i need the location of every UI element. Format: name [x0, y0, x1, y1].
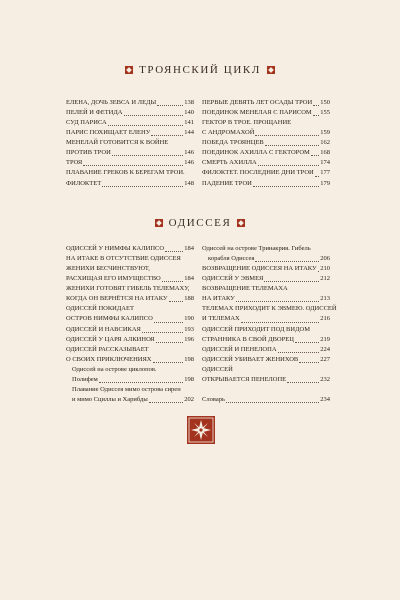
toc-entry [202, 98, 330, 108]
toc-entry-title: Полифем [72, 375, 98, 383]
toc-entry-title: ОДИССЕЙ У ЦАРЯ АЛКИНОЯ [66, 335, 155, 343]
toc-entry [66, 158, 194, 168]
toc-entry-title: ВОЗВРАЩЕНИЕ ТЕЛЕМАХА [202, 285, 288, 293]
toc-entry [66, 254, 194, 264]
toc-entry-title: ЖЕНИХИ БЕСЧИНСТВУЮТ, [66, 265, 150, 273]
toc-entry-title: НА ИТАКУ [202, 295, 235, 303]
toc-entry-page: 150 [320, 99, 330, 106]
toc-leader-dots [295, 342, 319, 343]
toc-entry [202, 108, 330, 118]
toc-entry [66, 304, 194, 314]
toc-entry-title: СМЕРТЬ АХИЛЛА [202, 159, 257, 167]
toc-leader-dots [156, 342, 184, 343]
toc-entry-title: ПОЕДИНОК МЕНЕЛАЯ С ПАРИСОМ [202, 109, 312, 117]
toc-entry-title: Одиссей на острове циклопов. [72, 365, 157, 373]
toc-entry-title: Одиссей на острове Тринакрия. Гибель [202, 245, 311, 252]
toc-entry-page: 146 [184, 159, 194, 167]
toc-entry-title: ГЕКТОР В ТРОЕ. ПРОЩАНИЕ [202, 119, 292, 127]
toc-entry-page: 177 [320, 169, 330, 177]
toc-entry [66, 294, 194, 304]
toc-entry-page: 210 [320, 265, 330, 273]
toc-leader-dots [99, 382, 183, 383]
toc-entry [202, 395, 330, 405]
toc-entry-title: ОДИССЕЙ У ЭВМЕЯ [202, 275, 264, 283]
toc-entry [202, 335, 330, 345]
toc-entry [202, 128, 330, 138]
toc-entry [202, 244, 330, 254]
toc-entry-page: 140 [184, 109, 194, 117]
toc-entry-title: ОДИССЕЙ УБИВАЕТ ЖЕНИХОВ [202, 355, 299, 363]
toc-entry [66, 375, 194, 385]
toc-entry-title: ОДИССЕЙ ПОКИДАЕТ [66, 305, 134, 313]
toc-entry-title: ВОЗВРАЩЕНИЕ ОДИССЕЯ НА ИТАКУ [202, 265, 317, 273]
toc-entry-page: 162 [320, 139, 330, 147]
toc-leader-dots [162, 281, 184, 282]
toc-leader-dots [112, 155, 183, 156]
toc-leader-dots [157, 105, 183, 106]
toc-entry-title: С АНДРОМАХОЙ [202, 129, 255, 137]
toc-leader-dots [278, 352, 320, 353]
toc-entry [66, 264, 194, 274]
toc-entry [202, 138, 330, 148]
toc-entry-page: 219 [320, 335, 330, 343]
toc-entry-page: 196 [184, 335, 194, 343]
toc-entry [202, 294, 330, 304]
toc-leader-dots [253, 186, 319, 187]
toc-entry-title: РАСХИЩАЯ ЕГО ИМУЩЕСТВО [66, 275, 161, 283]
toc-leader-dots [313, 105, 319, 106]
toc-entry-page: 234 [320, 395, 330, 403]
toc-entry [66, 138, 194, 148]
toc-entry-title: ПЕРВЫЕ ДЕВЯТЬ ЛЕТ ОСАДЫ ТРОИ [202, 99, 313, 106]
toc-column-odyssey-right [202, 244, 337, 405]
toc-entry-title: ОСТРОВ НИМФЫ КАЛИПСО [66, 315, 153, 323]
toc-entry-page: 141 [184, 119, 194, 127]
section-title-troy: ТРОЯНСКИЙ ЦИКЛ [139, 64, 261, 76]
toc-entry-title: О СВОИХ ПРИКЛЮЧЕНИЯХ [66, 355, 152, 363]
toc-leader-dots [169, 301, 184, 302]
toc-entry-page: 193 [184, 325, 194, 333]
toc-entry-page: 155 [320, 109, 330, 117]
toc-entry-title: ПРОТИВ ТРОИ [66, 149, 111, 157]
toc-entry [66, 325, 194, 335]
toc-entry [66, 179, 194, 189]
toc-entry-page: 179 [320, 179, 330, 187]
toc-entry-page: 159 [320, 129, 330, 137]
toc-entry [202, 274, 330, 284]
toc-entry-page: 232 [320, 375, 330, 383]
toc-leader-dots [315, 176, 320, 177]
toc-leader-dots [83, 165, 183, 166]
toc-entry [66, 274, 194, 284]
toc-leader-dots [226, 402, 319, 403]
diamond-ornament-icon [267, 66, 275, 74]
toc-entry-page: 190 [184, 315, 194, 323]
toc-leader-dots [153, 362, 184, 363]
toc-entry-page: 206 [320, 255, 330, 263]
toc-entry-title: ОДИССЕЙ ПРИХОДИТ ПОД ВИДОМ [202, 325, 310, 333]
toc-entry-page: 216 [320, 315, 330, 323]
toc-entry [66, 98, 194, 108]
toc-leader-dots [287, 382, 319, 383]
toc-entry [202, 148, 330, 158]
toc-entry-title: ПОБЕДА ТРОЯНЦЕВ [202, 139, 264, 147]
toc-entry-page: 184 [184, 275, 194, 283]
toc-leader-dots [264, 281, 319, 282]
rosette-emblem-icon [186, 415, 216, 445]
toc-entry-page: 198 [184, 355, 194, 363]
toc-entry-title: Словарь [202, 395, 225, 403]
toc-entry [66, 168, 194, 178]
diamond-ornament-icon [237, 219, 245, 227]
toc-entry-title: ОДИССЕЙ У НИМФЫ КАЛИПСО [66, 245, 165, 252]
toc-entry-title: КОГДА ОН ВЕРНЁТСЯ НА ИТАКУ [66, 295, 168, 303]
toc-entry [202, 304, 337, 314]
toc-entry [66, 118, 194, 128]
toc-leader-dots [311, 155, 319, 156]
toc-column-odyssey-left [66, 244, 194, 405]
toc-leader-dots [124, 115, 184, 116]
toc-entry-title: ТРОЯ [66, 159, 83, 167]
toc-entry-title: ПЕЛЕЙ И ФЕТИДА [66, 109, 123, 117]
toc-leader-dots [258, 165, 320, 166]
toc-entry-title: СУД ПАРИСА [66, 119, 107, 127]
toc-entry-title: ПАДЕНИЕ ТРОИ [202, 179, 252, 187]
toc-entry-page: 148 [184, 179, 194, 187]
toc-leader-dots [102, 186, 183, 187]
toc-entry-title: ФИЛОКТЕТ. ПОСЛЕДНИЕ ДНИ ТРОИ [202, 169, 314, 177]
toc-entry-title: ОДИССЕЙ РАССКАЗЫВАЕТ [66, 345, 149, 353]
toc-entry [202, 325, 330, 335]
toc-leader-dots [241, 322, 320, 323]
toc-entry [66, 244, 194, 254]
toc-entry-page: 168 [320, 149, 330, 157]
toc-leader-dots [151, 135, 183, 136]
toc-entry-title: ОТКРЫВАЕТСЯ ПЕНЕЛОПЕ [202, 375, 287, 383]
toc-entry [202, 314, 330, 324]
toc-entry-title: ПАРИС ПОХИЩАЕТ ЕЛЕНУ [66, 129, 151, 137]
toc-entry [202, 355, 330, 365]
toc-entry-page: 224 [320, 345, 330, 353]
toc-entry [202, 385, 330, 395]
toc-entry [66, 385, 194, 395]
toc-entry-page: 144 [184, 129, 194, 137]
toc-entry-title: корабля Одиссея [208, 255, 255, 263]
toc-entry [202, 365, 330, 375]
toc-entry [66, 284, 194, 294]
toc-entry-title: Плавание Одиссея мимо острова сирен [72, 385, 181, 393]
toc-entry-page: 184 [184, 245, 194, 252]
toc-entry-title: и мимо Сциллы и Харибды [72, 395, 148, 403]
toc-leader-dots [154, 322, 183, 323]
section-heading-troy [0, 64, 400, 76]
toc-entry [202, 375, 330, 385]
section-title-odyssey: ОДИССЕЯ [168, 217, 232, 229]
toc-entry [66, 128, 194, 138]
toc-entry [202, 179, 330, 189]
toc-entry [66, 314, 194, 324]
toc-leader-dots [318, 271, 320, 272]
toc-entry-page: 198 [184, 375, 194, 383]
toc-leader-dots [255, 135, 319, 136]
toc-entry [66, 335, 194, 345]
toc-entry-title: ТЕЛЕМАХ ПРИХОДИТ К ЭВМЕЮ. ОДИССЕЙ [202, 305, 337, 313]
toc-column-troy-right [202, 98, 330, 189]
toc-entry-title: ЖЕНИХИ ГОТОВЯТ ГИБЕЛЬ ТЕЛЕМАХУ, [66, 285, 190, 293]
toc-entry [202, 264, 330, 274]
toc-leader-dots [299, 362, 319, 363]
toc-leader-dots [255, 261, 319, 262]
toc-entry-page: 138 [184, 99, 194, 106]
diamond-ornament-icon [155, 219, 163, 227]
toc-entry [66, 108, 194, 118]
toc-column-troy-left [66, 98, 194, 189]
toc-entry-page: 188 [184, 295, 194, 303]
toc-entry [202, 158, 330, 168]
toc-entry [66, 365, 194, 375]
toc-entry [202, 284, 330, 294]
toc-leader-dots [142, 332, 183, 333]
toc-entry [66, 148, 194, 158]
toc-entry-title: ОДИССЕЙ И НАВСИКАЯ [66, 325, 141, 333]
toc-leader-dots [313, 115, 320, 116]
toc-entry-title: ОДИССЕЙ [202, 365, 233, 373]
toc-entry [66, 345, 194, 355]
toc-entry-title: ПОЕДИНОК АХИЛЛА С ГЕКТОРОМ [202, 149, 310, 157]
toc-entry [202, 345, 330, 355]
toc-leader-dots [265, 145, 319, 146]
toc-entry-title: И ТЕЛЕМАХ [202, 315, 240, 323]
toc-entry-page: 212 [320, 275, 330, 283]
section-heading-odyssey [0, 217, 400, 229]
toc-entry-title: ФИЛОКТЕТ [66, 179, 102, 187]
toc-entry [202, 118, 330, 128]
toc-leader-dots [108, 125, 184, 126]
toc-entry [202, 254, 330, 264]
toc-entry-title: СТРАННИКА В СВОЙ ДВОРЕЦ [202, 335, 294, 343]
toc-entry [66, 355, 194, 365]
toc-leader-dots [236, 301, 319, 302]
toc-entry-title: ЕЛЕНА, ДОЧЬ ЗЕВСА И ЛЕДЫ [66, 99, 157, 106]
toc-entry-title: НА ИТАКЕ В ОТСУТСТВИЕ ОДИССЕЯ [66, 255, 181, 263]
toc-leader-dots [165, 251, 183, 252]
toc-entry-page: 213 [320, 295, 330, 303]
toc-entry-title: ОДИССЕЙ И ПЕНЕЛОПА [202, 345, 277, 353]
toc-entry-page: 146 [184, 149, 194, 157]
toc-entry-page: 227 [320, 355, 330, 363]
toc-entry [202, 168, 330, 178]
toc-entry-title: ПЛАВАНИЕ ГРЕКОВ К БЕРЕГАМ ТРОИ. [66, 169, 185, 177]
toc-entry-page: 174 [320, 159, 330, 167]
toc-entry-title: МЕНЕЛАЙ ГОТОВИТСЯ К ВОЙНЕ [66, 139, 169, 147]
toc-entry [66, 395, 194, 405]
diamond-ornament-icon [125, 66, 133, 74]
toc-entry-page: 202 [184, 395, 194, 403]
toc-leader-dots [149, 402, 184, 403]
